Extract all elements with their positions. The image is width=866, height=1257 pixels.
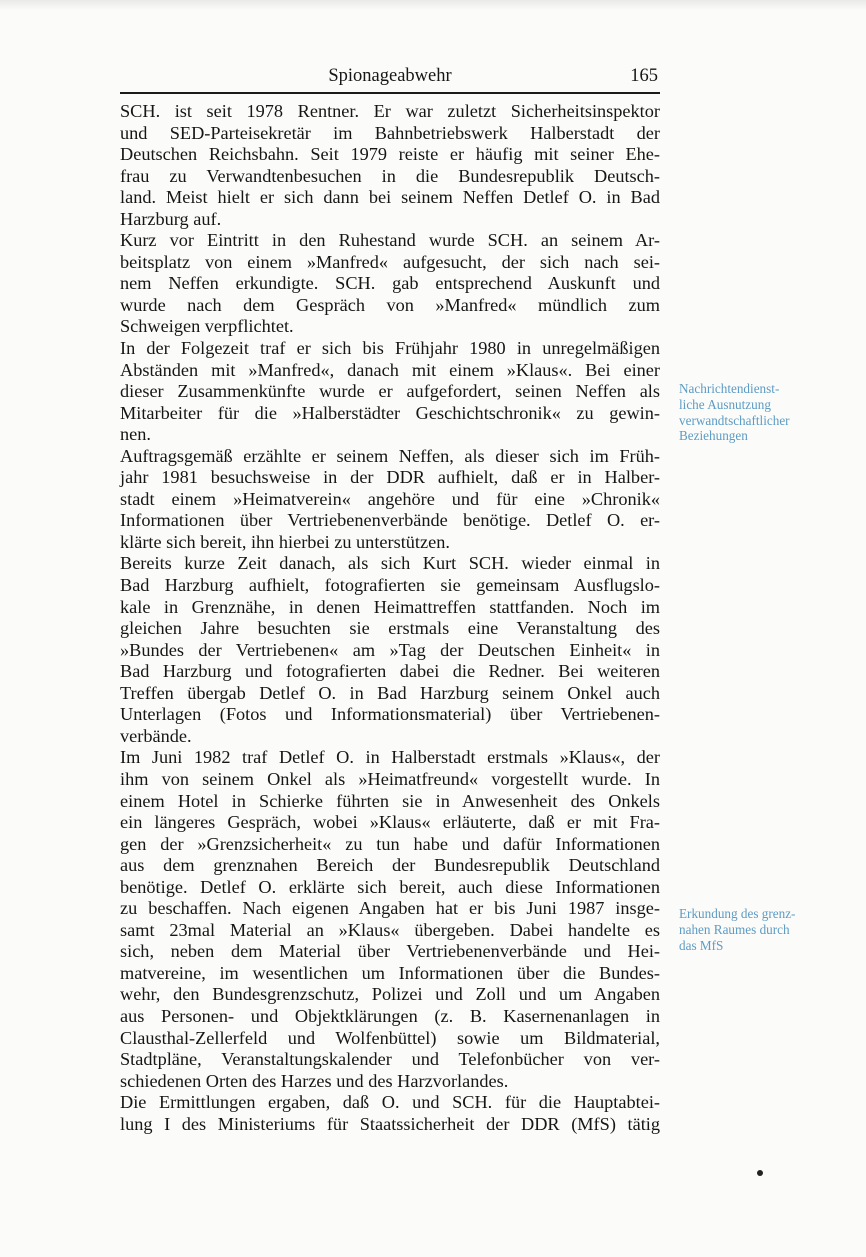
body-line: SCH. ist seit 1978 Rentner. Er war zuletzt Sicherheitsinspektor: [120, 101, 660, 121]
margin-note-line: nahen Raumes durch: [679, 921, 790, 937]
body-line: Kurz vor Eintritt in den Ruhestand wurde SCH. an seinem Ar-: [120, 230, 660, 251]
margin-note-line: das MfS: [679, 937, 724, 953]
body-line: lung I des Ministeriums für Staatssicherheit der DDR (MfS) tätig: [120, 1113, 660, 1134]
body-line: kale in Grenznähe, in denen Heimattreffen stattfanden. Noch im: [120, 596, 660, 617]
body-line: Clausthal-Zellerfeld und Wolfenbüttel) sowie um Bildmaterial,: [120, 1027, 660, 1048]
body-line: nem Neffen erkundigte. SCH. gab entsprechend Auskunft und: [120, 273, 660, 294]
body-line: dieser Zusammenkünfte wurde er aufgefordert, seinen Neffen als: [120, 381, 660, 402]
body-line: Treffen übergab Detlef O. in Bad Harzburg seinem Onkel auch: [120, 682, 660, 703]
body-line: Im Juni 1982 traf Detlef O. in Halberstadt erstmals »Klaus«, der: [120, 747, 660, 768]
margin-note-line: verwandtschaftlicher: [679, 412, 790, 428]
body-line: und SED-Parteisekretär im Bahnbetriebswerk Halberstadt der: [120, 122, 660, 143]
body-line: jahr 1981 besuchsweise in der DDR aufhielt, daß er in Halber-: [120, 467, 660, 488]
body-line: benötige. Detlef O. erklärte sich bereit, auch diese Informationen: [120, 876, 660, 897]
margin-note-line: Beziehungen: [679, 428, 748, 444]
body-line: »Bundes der Vertriebenen« am »Tag der Deutschen Einheit« in: [120, 639, 660, 660]
margin-note-border-reconnaissance: [679, 906, 849, 953]
body-line: ein längeres Gespräch, wobei »Klaus« erläuterte, daß er mit Fra-: [120, 812, 660, 833]
body-line: Mitarbeiter für die »Halberstädter Geschichtschronik« zu gewin-: [120, 402, 660, 423]
body-line: Stadtpläne, Veranstaltungskalender und Telefonbücher von ver-: [120, 1049, 660, 1070]
scan-top-edge: [0, 0, 866, 10]
margin-note-kinship-exploitation: [679, 381, 849, 444]
running-header-title: Spionageabwehr: [328, 66, 452, 86]
body-line: Unterlagen (Fotos und Informationsmaterial) über Vertriebenen-: [120, 704, 660, 725]
body-line: zu beschaffen. Nach eigenen Angaben hat er bis Juni 1987 insge-: [120, 898, 660, 919]
body-line: Deutschen Reichsbahn. Seit 1979 reiste er häufig mit seiner Ehe-: [120, 144, 660, 165]
body-line: aus Personen- und Objektklärungen (z. B. Kasernenanlagen in: [120, 1005, 660, 1026]
body-line: samt 23mal Material an »Klaus« übergeben. Dabei handelte es: [120, 919, 660, 940]
body-line: Auftragsgemäß erzählte er seinem Neffen, als dieser sich im Früh-: [120, 445, 660, 466]
body-line: Bereits kurze Zeit danach, als sich Kurt SCH. wieder einmal in: [120, 553, 660, 574]
body-text: [120, 101, 660, 1135]
body-line: Harzburg auf.: [120, 208, 222, 229]
body-line: frau zu Verwandtenbesuchen in die Bundesrepublik Deutsch-: [120, 165, 660, 186]
body-line: matvereine, im wesentlichen um Informationen über die Bundes-: [120, 962, 660, 983]
body-line: stadt einem »Heimatverein« angehöre und für eine »Chronik«: [120, 488, 660, 509]
body-line: verbände.: [120, 725, 192, 746]
body-line: klärte sich bereit, ihn hierbei zu unterstützen.: [120, 531, 450, 552]
body-line: Bad Harzburg aufhielt, fotografierten sie gemeinsam Ausflugslo-: [120, 575, 660, 596]
body-line: aus dem grenznahen Bereich der Bundesrepublik Deutschland: [120, 855, 660, 876]
page-number: 165: [630, 66, 658, 86]
body-line: In der Folgezeit traf er sich bis Frühjahr 1980 in unregelmäßigen: [120, 338, 660, 359]
body-line: sich, neben dem Material über Vertriebenenverbände und Hei-: [120, 941, 660, 962]
body-line: schiedenen Orten des Harzes und des Harzvorlandes.: [120, 1070, 509, 1091]
body-line: gen der »Grenzsicherheit« zu tun habe und dafür Informationen: [120, 833, 660, 854]
body-line: einem Hotel in Schierke führten sie in Anwesenheit des Onkels: [120, 790, 660, 811]
body-line: wurde nach dem Gespräch von »Manfred« mündlich zum: [120, 294, 660, 315]
body-line: wehr, den Bundesgrenzschutz, Polizei und Zoll und um Angaben: [120, 984, 660, 1005]
stray-dot-mark: [757, 1170, 763, 1176]
body-line: beitsplatz von einem »Manfred« aufgesucht, der sich nach sei-: [120, 251, 660, 272]
body-line: ihm von seinem Onkel als »Heimatfreund« vorgestellt wurde. In: [120, 768, 660, 789]
body-line: Die Ermittlungen ergaben, daß O. und SCH. für die Hauptabtei-: [120, 1092, 660, 1113]
body-line: land. Meist hielt er sich dann bei seinem Neffen Detlef O. in Bad: [120, 187, 660, 208]
body-line: nen.: [120, 424, 151, 445]
body-line: gleichen Jahre besuchten sie erstmals eine Veranstaltung des: [120, 618, 660, 639]
margin-note-line: Nachrichtendienst-: [679, 381, 780, 396]
running-header: [120, 64, 660, 94]
margin-note-line: Erkundung des grenz-: [679, 906, 796, 921]
body-line: Informationen über Vertriebenenverbände benötige. Detlef O. er-: [120, 510, 660, 531]
body-line: Bad Harzburg und fotografierten dabei die Redner. Bei weiteren: [120, 661, 660, 682]
body-line: Schweigen verpflichtet.: [120, 316, 294, 337]
margin-note-line: liche Ausnutzung: [679, 396, 771, 412]
body-line: Abständen mit »Manfred«, danach mit einem »Klaus«. Bei einer: [120, 359, 660, 380]
